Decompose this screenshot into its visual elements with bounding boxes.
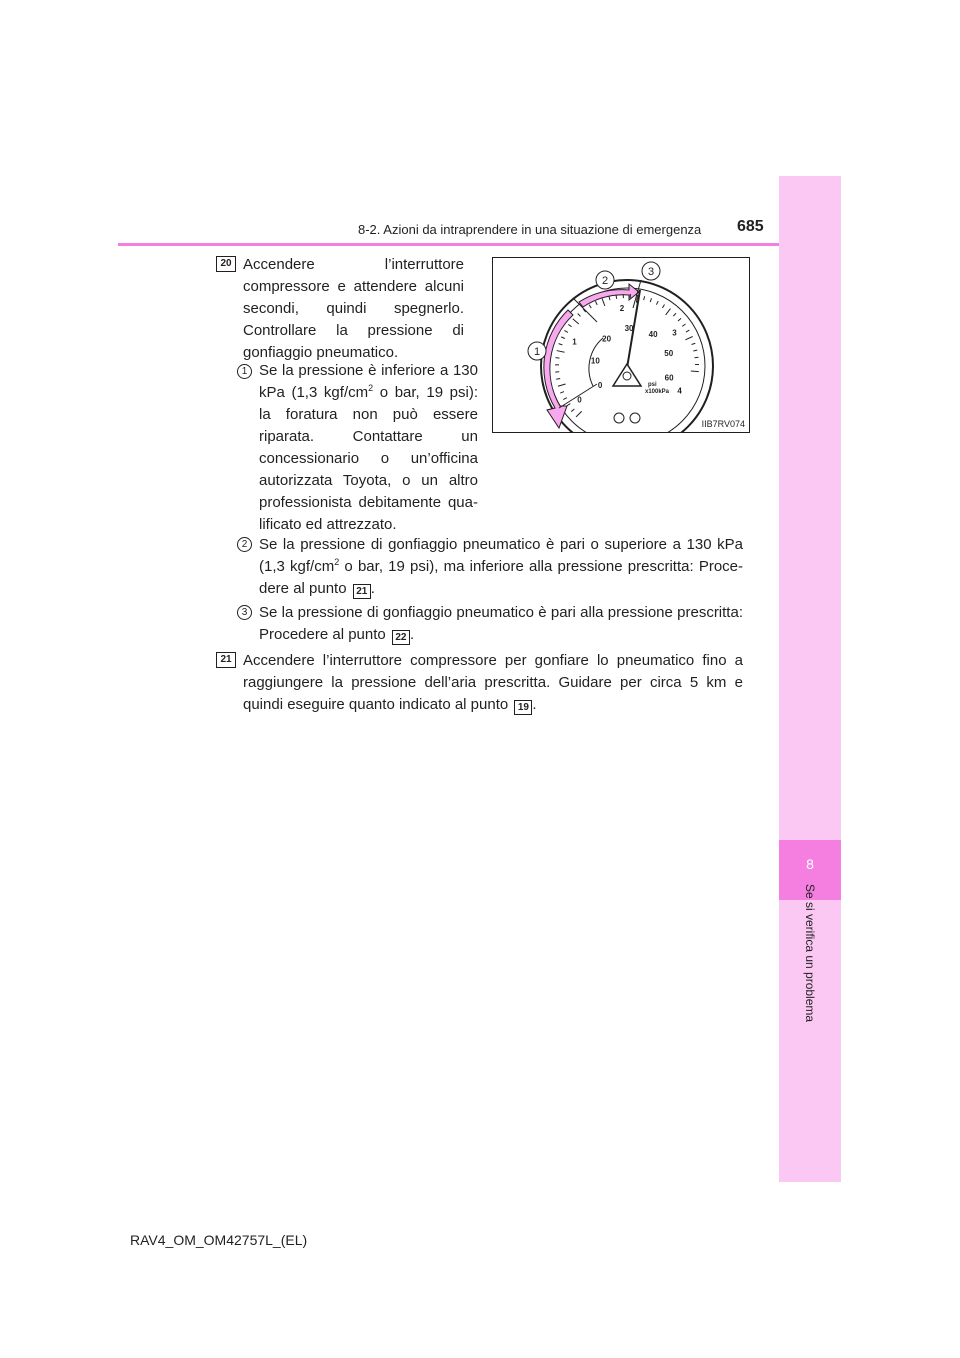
callout-2-label: 2 — [601, 275, 609, 287]
kpa-tick-label: 4 — [677, 386, 682, 396]
chapter-number: 8 — [806, 856, 814, 872]
sub-step-3-text: Se la pressione di gonfiaggio pneumatico è pari alla pressione prescritta: Procedere al punto 22 . — [259, 604, 743, 643]
psi-tick-label: 50 — [664, 349, 674, 359]
psi-tick-label: 30 — [624, 324, 634, 334]
psi-tick-label: 40 — [648, 329, 658, 339]
callout-1-label: 1 — [533, 346, 541, 358]
kpa-tick-label: 2 — [619, 304, 625, 314]
kpa-tick-label: 3 — [672, 328, 677, 338]
step-badge-20: 20 — [216, 256, 236, 272]
document-code: RAV4_OM_OM42757L_(EL) — [130, 1232, 308, 1248]
callout-3-label: 3 — [647, 266, 655, 278]
gauge-knob-left — [614, 413, 624, 423]
psi-tick-label: 10 — [590, 356, 600, 366]
page-number: 685 — [737, 218, 764, 235]
sub-step-1-text: Se la pressione è inferiore a 130 kPa (1,3 kgf/$cm^2$ o bar, 19 psi): la foratura non può essere riparata. Contattare un concessionario o un’officina autorizzata Toyota, o un altro professionista debitamente qualificato ed attrezzato. — [259, 362, 478, 533]
unit-psi-label: psi — [648, 382, 657, 388]
psi-tick-label: 60 — [664, 373, 674, 383]
sub-step-2-text: Se la pressione di gonfiaggio pneumatico è pari o superiore a 130 kPa (1,3 kgf/$cm^2$ o bar, 19 psi), ma inferiore alla pressione prescritta: Procedere al punto 21 . — [259, 536, 744, 597]
step-ref-21[interactable]: 21 — [353, 584, 371, 599]
step-ref-19[interactable]: 19 — [514, 700, 532, 715]
step-21-text: Accendere l’interruttore compressore per gonfiare lo pneumatico fino a raggiungere la pressione dell’aria prescritta. Guidare per circa 5 km e quindi eseguire quanto indicato al punto 19 . — [243, 652, 743, 713]
pressure-gauge-figure — [492, 257, 750, 433]
step-ref-22[interactable]: 22 — [392, 630, 410, 645]
gauge-hub-pin — [623, 372, 631, 380]
header-rule — [118, 243, 779, 246]
section-title: 8-2. Azioni da intraprendere in una situazione di emergenza — [358, 222, 702, 237]
gauge-illustration — [493, 258, 749, 432]
kpa-tick-label: 0 — [577, 395, 582, 405]
gauge-tick — [691, 371, 699, 372]
step-20-text: Accendere l’interruttore compressore e attendere alcuni secondi, quindi spegnerlo. Controllare la pressione di gonfiaggio pneumatico. — [243, 256, 464, 361]
psi-tick-label: 0 — [597, 381, 603, 390]
figure-code: IIB7RV074 — [701, 419, 745, 429]
sub-step-2-marker: 2 — [237, 537, 252, 552]
gauge-tick — [616, 295, 617, 299]
sub-step-3-marker: 3 — [237, 605, 252, 620]
sub-step-1-marker: 1 — [237, 364, 252, 379]
psi-tick-label: 20 — [602, 334, 612, 344]
unit-kpa-label: x100kPa — [645, 389, 670, 395]
step-badge-21: 21 — [216, 652, 236, 668]
chapter-title: Se si verifica un problema — [803, 884, 817, 1023]
gauge-knob-right — [630, 413, 640, 423]
kpa-tick-label: 1 — [572, 337, 577, 347]
